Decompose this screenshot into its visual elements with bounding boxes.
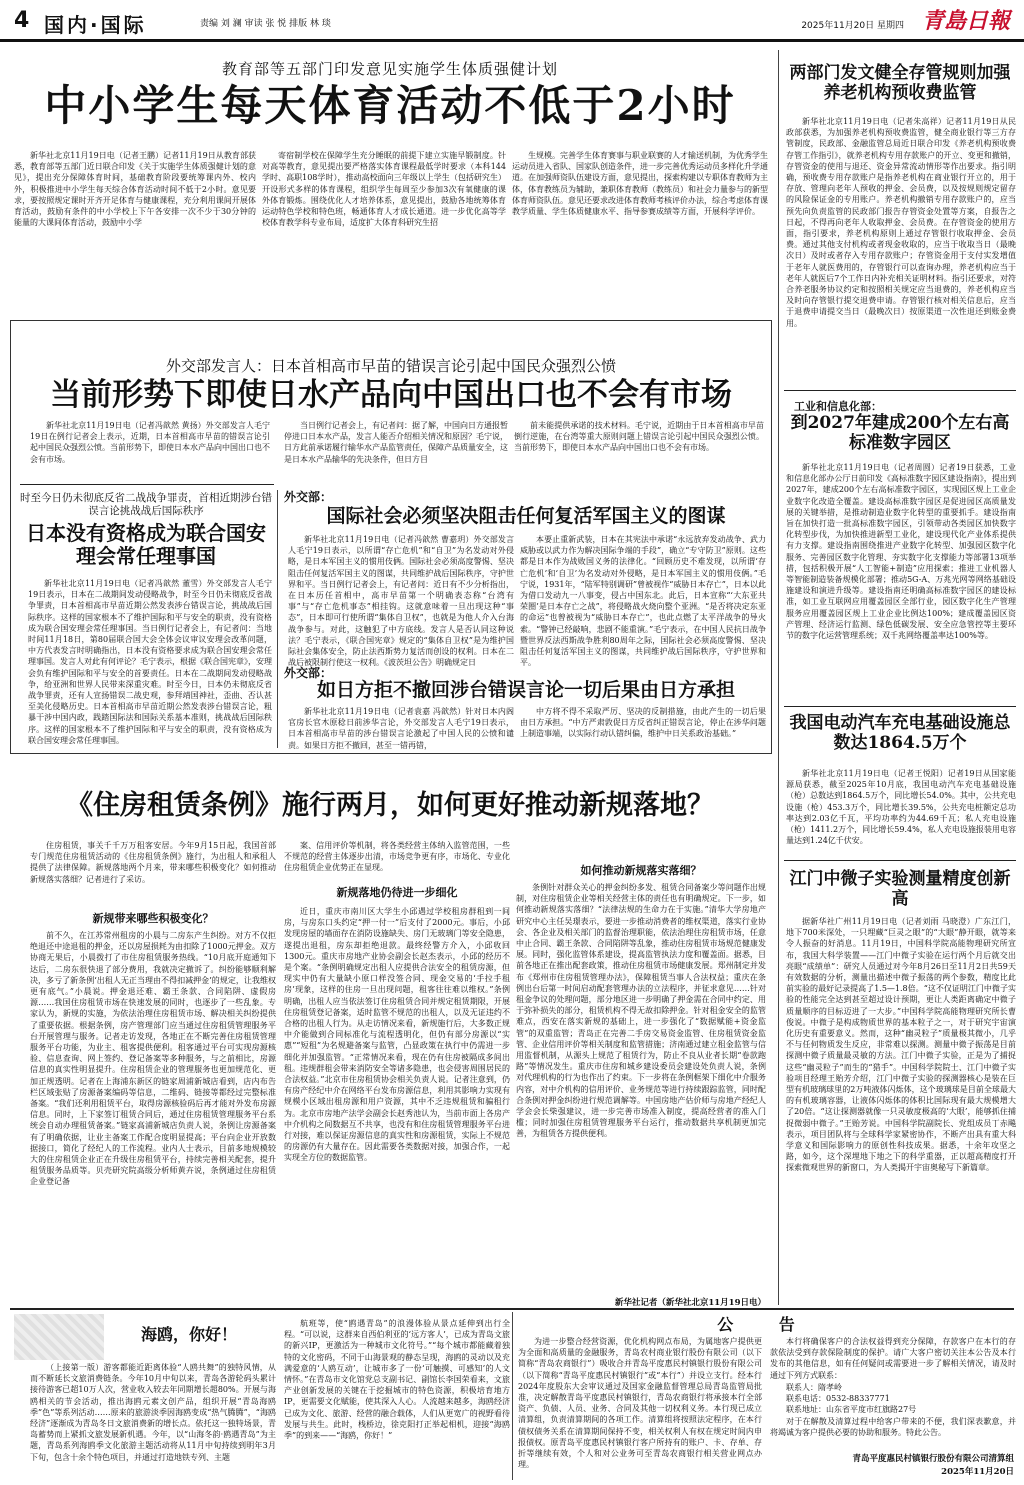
right2-headline: 到2027年建成200个左右高标准数字园区 — [790, 413, 1010, 453]
right3-text: 新华社北京11月19日电（记者王悦阳）记者19日从国家能源局获悉，截至2025年10月底，我国电动汽车充电基础设施（枪）总数达到1864.5万个，同比增长54.0%。其中，公共充电设施（枪）453.3万个，同比增长39.5%，公共充电桩额定总功率达到2.03亿千瓦，平均功率约为44.69千瓦；私人充电设施（枪）1411.2万个，同比增长59.4%，私人充电设施报装用电容量达到1.24亿千伏安。 — [786, 769, 1016, 846]
editors-line: 责编 刘 澜 审读 张 悦 排版 林 琰 — [200, 19, 331, 29]
gulls-col-2: 航班等，使“鸥遇青岛”的浪漫体验从景点延伸到出行全程。“可以说，这群来自西伯利亚的‘远方客人’，已成为青岛文旅的新兴IP，更激活为一种城市文化符号。”“每个城市都能藏着独特的文化密码，不同于山海景观的静态呈现，海鸥的灵动以及充满爱意的‘人鸥互动’，让城市多了一份‘可触摸、可感知’的人文情怀。”在青岛市文化馆党总支副书记、副馆长李国荣看来，文旅产业创新发展的关键在于挖掘城市的特色资源，积极培育地方IP，更需要文化赋能，使其深入人心。人流越来越多，海鸥经济已成为文化、旅游、经营的融合载体，人们从更宽广的视野看待发展与共生。此时，栈桥边，徐克阳打正举起相机，迎接“海鸥季”的到来——“海鸥，你好！” — [284, 1319, 510, 1441]
column-rule — [277, 490, 278, 748]
mil-headline: 国际社会必须坚决阻击任何复活军国主义的图谋 — [326, 505, 726, 527]
notice-contact-address: 联系地址：山东省平度市红旗路27号 — [786, 1405, 917, 1414]
seagull-graphic — [14, 1314, 104, 1360]
divider — [784, 860, 1016, 861]
wrong-headline: 如日方拒不撤回涉台错误言论一切后果由日方承担 — [316, 679, 735, 701]
section-title: 国内·国际 — [44, 13, 147, 37]
notice-col-2: 本行将确保客户的合法权益得到充分保障，存款客户在本行的存款依法受到存款保险制度的保护。请广大客户密切关注本公告及本行发布的其他信息，如有任何疑问或需要进一步了解相关情况，请及时通过下列方式联系： — [770, 1337, 1016, 1380]
masthead — [0, 0, 1024, 42]
wrong-col-2: 中方将不得不采取严厉、坚决的反制措施，由此产生的一切后果由日方承担。“中方严肃敦促日方反省纠正错误言论，停止在涉华问题上制造事端，以实际行动认错纠偏，维护中日关系政治基础。” — [520, 707, 766, 739]
wrong-col-1: 新华社北京11月19日电（记者袁嘉 冯歆然）针对日本内阁官房长官木原稔日前涉华言论，外交部发言人毛宁19日表示，日本首相高市早苗的涉台错误言论激起了中国人民的公愤和谴责。如果日方拒不撤回，甚至一错再错， — [288, 707, 514, 750]
bottom-band-rule — [10, 1308, 1014, 1310]
right2-text: 新华社北京11月19日电（记者周圆）记者19日获悉，工业和信息化部办公厅日前印发《高标准数字园区建设指南》，提出到2027年，建成200个左右高标准数字园区，实现园区规上工业企业数字化改造全覆盖。建设高标准数字园区是促进园区高质量发展的关键举措，是推动制造业数字化转型的重要抓手。建设指南旨在加快打造一批高标准数字园区，引领带动各类园区加快数字化转型步伐，为加快推进新型工业化，建设现代化产业体系提供有力支撑。建设指南围绕推进产业数字化转型、加强园区数字化服务、完善园区数字化管理、夯实数字化支撑能力等部署13项举措，包括积极开展“人工智能+制造”应用探索；推进工业机器人等智能制造装备规模化部署；推动5G-A、万兆光网等网络基础设施建设和演进升级等。建设指南还明确高标准数字园区的建设标准，如工业互联网应用覆盖园区全部行业，园区数字化生产管理服务应用覆盖园区规上工业企业比例达100%；建成覆盖园区资产管理、经济运行监测、绿色低碳发展、安全应急管控等主要环节的数字化运营管理系统；双千兆网络覆盖率达100%等。 — [786, 463, 1016, 641]
lead-col-2: 寄宿制学校在保障学生充分睡眠的前提下建立实施早锻制度。针对高等教育，意见提出要严格落实体育课程最低学时要求（本科144学时、高职108学时），推动高校面向三年级以上学生（包括研究生）开设形式多样的体育课程，组织学生每周至少参加3次有氧健康的课外体育锻炼。围绕优化人才培养体系，意见提出，鼓励各地统筹体育运动特色学校和特色班，畅通体育人才成长通道。进一步优化高等学校体育教学科专业布局，适度扩大体育科研究生招 — [262, 151, 506, 228]
rental-headline: 《住房租赁条例》施行两月，如何更好推动新规落地？ — [66, 790, 714, 821]
rental-col-2: 案、信用评价等机制，将各类经营主体纳入监管范围，一些不规范的经营主体逐步出清，市场竞争更有序，市场化、专业化住房租赁企业优势正在显现。 — [284, 841, 510, 873]
right4-text: 据新华社广州11月19日电（记者刘雨 马晓澄）广东江门，地下700米深处，一只埋藏“巨灵之眼”的“大眼”静开眼，就等来令人振奋的好消息。11月19日，中国科学院高能物理研究所宣布，我国大科学装置——江门中微子实验在运行两个月后就交出亮眼“成绩单”：研究人员通过对今年8月26日至11月2日共59天有效数据的分析，测量出描述中微子振荡的两个参数，精度比此前实验的最好记录提高了1.5—1.8倍。“这不仅证明江门中微子实验的性能完全达到甚至超过设计预期，更让人类距离确定中微子质量顺序的目标迈进了一大步。”中国科学院高能物理研究所长曹俊说。中微子是构成物质世界的基本粒子之一，对于研究宇宙演化历史有重要意义。然而，这种“幽灵粒子”质量极其微小，几乎不与任何物质发生反应，非常难以探测。测量中微子振荡是目前探测中微子质量最灵敏的方法。江门中微子实验，正是为了捕捉这些“幽灵粒子”而生的“猎手”。中国科学院院士、江门中微子实验项目经理王贻芳介绍，江门中微子实验的探测器核心是装在巨型有机玻璃球里的2万吨液体闪烁体，这个玻璃球是目前全球最大的有机玻璃容器，让液体闪烁体的体积比国际现有最大规模增大了20倍。“这让探测器就像一只灵敏度极高的‘大眼’，能够抓住捕捉微弱中微子。”王贻芳说。中国科学院副院长、党组成员丁赤飚表示，项目团队将与全球科学家紧密协作，不断产出具有重大科学意义和国际影响力的原创性科技成果。据悉，十余年攻坚之路，如今，这个深埋地下地之下的科学重器，正以超高精度打开探索微观世界的新窗口，为人类揭开宇宙奥秘写下新篇章。 — [786, 917, 1016, 1173]
right2-kicker: 工业和信息化部： — [794, 400, 882, 413]
column-rule — [778, 50, 779, 1305]
un-text: 新华社北京11月19日电（记者冯歆然 董雪）外交部发言人毛宁19日表示，日本在二战期间发动侵略战争，时至今日仍未彻底反省战争罪责，日本首相高市早苗近期公然发表涉台错误言论，挑战战后国际秩序。这样的国家根本不了维护国际和平与安全的职责，没有资格成为联合国安理会常任理事国。当日例行记者会上，有记者问：当地时间11月18日，第80届联合国大会全体会议审议安理会改革问题，中方代表发言时明确指出，日本没有资格要求成为联合国安理会常任理事国。发言人对此有何评论？毛宁表示，根据《联合国宪章》，安理会负有维护国际和平与安全的首要责任。日本在二战期间发动侵略战争，给亚洲和世界人民带来深重灾难。时至今日，日本仍未彻底反省战争罪责，还有人宣扬错误二战史观，参拜靖国神社，歪曲、否认甚至美化侵略历史。日本首相高市早苗近期公然发表涉台错误言论，粗暴干涉中国内政，践踏国际法和国际关系基本准则，挑战战后国际秩序。这样的国家根本不了维护国际和平与安全的职责，没有资格成为联合国安理会常任理事国。 — [28, 579, 272, 745]
rental-sub-1: 新规带来哪些积极变化？ — [92, 912, 214, 925]
un-kicker: 时至今日仍未彻底反省二战战争罪责，首相近期涉台错误言论挑战战后国际秩序 — [20, 492, 272, 518]
japan-col-3: 前未能提供承诺的技术材料。毛宁说，近期由于日本首相高市早苗倒行逆施，在台湾等重大原则问题上错误言论引起中国民众强烈公愤。当前形势下，即使日本水产品向中国出口也不会有市场。 — [514, 421, 764, 453]
rental-col-3: 条例针对群众关心的押金纠纷多发、租赁合同备案少等问题作出规制，对住房租赁企业等相关经营主体的责任也有明确规定。下一步，如何推动新规落实落细？“法律法规的生命力在于实施。”清华大学房地产研究中心主任吴璟表示，要进一步推动消费者的维权渠道，落实行业协会、各企业及相关部门的监督治理职能，依法治理住房租赁市场，任意中止合同、霸王条款、合同陷阱等乱象，推动住房租赁市场规范健康发展。同时，强化监管体系建设，提高监管执法力度和覆盖面。据悉，目前各地正在推出配套政策，推动住房租赁市场健康发展。郑州制定并发布《郑州市住房租赁管理办法》，保障租赁当事人合法权益；重庆在条例出台后第一时间启动配套管理办法的立法程序，并征求意见……针对租金争议的处理问题，部分地区进一步明确了押金需在合同中约定、用于弥补损失的部分，租赁机构不得无故扣除押金。针对租金安全的监管难点，西安在落实新规的基础上，进一步强化了“数据赋能+资金监管”的双重监管；青岛正在完善二手房交易资金监管、住房租赁资金监管、企业信用评价等相关制度和监管措施；济南通过建立租金监管与信用监督机制，从源头上规范了租赁行为，防止不良从业者长期“卷款跑路”等情况发生。重庆市住房和城乡建设委员会建设处负责人说，条例对代理机构的行为也作出了约束。下一步将在条例框架下细化中介服务内容，对中介机构的信用评价、业务规范等进行持续跟踪监管，同时配合条例对押金纠纷进行规范调解等。中国房地产估价师与房地产经纪人学会会长柴强建议，进一步完善市场准入制度，提高经营者的准入门槛；同时加强住房租赁管理服务平台运行，推动数据共享机制更加完善，为租赁各方提供便利。 — [516, 883, 766, 1139]
gulls-col-1: （上接第一版）游客都能近距离体验“人鸥共舞”的独特风情，从而不断延长文旅消费链条。今年10月中旬以来，青岛各游轮码头累计接待游客已超10万人次，营业收入较去年同期增长超80%。开展与海鸥相关的节会活动，推出海鸥元素文创产品，组织开展“青岛海鸥季”色”等系列活动……原来的旅游淡季因海鸥变成“热气腾腾”，“海鸥经济”逐渐成为青岛冬日文旅消费新的增长点。依托这一独特场景，青岛蓄势而上紧抓文旅发展新机遇。今年，以“山海冬韵·鸥遇青岛”为主题，青岛系列海鸥季文化旅游主题活动将从11月中旬持续到明年3月下旬，包含十余个特色项目，并通过打造地铁专列、主题 — [30, 1363, 276, 1462]
right1-text: 新华社北京11月19日电（记者朱高祥）记者11月19日从民政部获悉，为加强养老机构预收费监管，健全商业银行等三方存管制度，民政部、金融监管总局近日联合印发《养老机构预收费存管工作指引》，就养老机构专用存款账户的开立、变更和撤销，存管资金的使用与退还、资金异常流动情形等作出要求。指引明确，预收费专用存款账户是指养老机构在商业银行开立的，用于存放、管理向老年人预收的押金、会员费，以及按规则规定留存的风险保证金的专用账户。养老机构撤销专用存款账户的，应当预先向负责监管的民政部门报告存管资金处置等方案，自报告之日起，不得再向老年人收取押金、会员费。在存管资金的使用方面，指引要求，养老机构原则上通过存管银行收取押金、会员费。通过其他支付机构或者现金收取的，应当于收取当日（最晚次日）及时或者存入专用存款账户；存管资金用于支付实发增值于老年人就医费用的，存管银行可以查询办理，养老机构应当于老年人就医后7个工作日内补充相关证明材料。指引还要求，对符合养老服务协议约定和按照相关规定应当退费的，养老机构应当及时向存管银行提交退费申请。存管银行核对相关信息后，应当于退费申请提交当日（最晚次日）按原渠道一次性退还到账金费用。 — [786, 117, 1016, 328]
lead-headline: 中小学生每天体育活动不低于2小时 — [44, 81, 736, 130]
rental-intro: 住房租赁，事关千千万万租客安居。今年9月15日起，我国首部专门规范住房租赁活动的《住房租赁条例》施行，为出租人和承租人提供了法律保障。新规落地两个月来，带来哪些积极变化？如何推动新规落实落细？记者进行了采访。 — [30, 841, 276, 884]
notice-contact-phone: 联系电话：0532-88337771 — [786, 1394, 890, 1403]
lead-col-3: 生规模。完善学生体育赛事与职业联赛的人才输送机制，为优秀学生运动员进入省队、国家队创造条件，进一步完善优秀运动员多样化升学通道。在加强师资队伍建设方面，意见提出，探索构建以专职体育教师为主体，体育教练员为辅助，兼职体育教师（教练员）和社会力量参与的新型体育师资队伍。意见还要求改进体育教师考核评价办法，综合考虑体育课教学质量、学生体质健康水平、指导参赛成绩等方面，开展科学评价。 — [512, 151, 768, 217]
wrong-kicker: 外交部： — [284, 666, 333, 680]
mil-col-2: 本要止重新武装，日本在其宪法中承诺“永远放弃发动战争、武力威胁或以武力作为解决国际争端的手段”，确立“专守防卫”原则。这些都是日本作为战败国义务的法律化。“回顾历史不难发现，以所谓‘存亡危机’和‘自卫’为名发动对外侵略，是日本军国主义的惯用伎俩。”毛宁说，1931年，“陆军特别调研”曾被视作“威胁日本存亡”，日本以此为借口发动九一八事变，侵占中国东北。此后，日本宣称“‘大东亚共荣圈’是日本存亡之战”，将侵略战火烧向整个亚洲。“是否将决定东亚的命运”也曾被视为“威胁日本存亡”，也此点燃了太平洋战争的导火索。“警钟已经敲响，悲剧不能重演。”毛宁表示，在中国人民抗日战争暨世界反法西斯战争胜利80周年之际，国际社会必须高度警惕、坚决阻击任何复活军国主义的图谋，共同维护战后国际秩序，守护世界和平。 — [520, 535, 766, 668]
notice-signature: 青岛平度惠民村镇银行股份有限公司清算组 — [852, 1454, 1014, 1464]
japan-headline: 当前形势下即使日水产品向中国出口也不会有市场 — [50, 377, 732, 413]
lead-col-1: 新华社北京11月19日电（记者王鹏）记者11月19日从教育部获悉，教育部等五部门近日联合印发《关于实施学生体质强健计划的意见》，提出充分保障体育时间，基础教育阶段要统筹课内外、校内外，积极推进中小学生每天综合体育活动时间不低于2小时。意见要求，要按照规定课时开齐开足体育与健康课程，充分利用课间开展体育活动，鼓励有条件的中小学校上下午各安排一次不少于30分钟的能量的大课间体育活动，鼓励中小学 — [14, 151, 256, 228]
divider — [20, 484, 274, 485]
mil-col-1: 新华社北京11月19日电（记者冯歆然 曹嘉玥）外交部发言人毛宁19日表示，以所谓“存亡危机”和“自卫”为名发动对外侵略，是日本军国主义的惯用伎俩。国际社会必须高度警惕、坚决阻击任何复活军国主义的图谋，共同维护战后国际秩序，守护世界和平。当日例行记者会上，有记者问：近日有不少分析指出，在日本历任首相中，高市早苗第一个明确表态称“台湾有事”与“存亡危机事态”相挂钩。这就意味着一旦出现这种“事态”，日本即可行使所谓“集体自卫权”，也就是为他人介入台海战争参与。对此，这触犯了中方底线。发言人是否认同这种说法？毛宁表示，《联合国宪章》规定的“集体自卫权”是为维护国际社会集体安全，防止法西斯势力复活而创设的权利。日本在二战后被限制行使这一权利。《波茨坦公告》明确规定日 — [288, 535, 514, 668]
rental-col-1: 前不久，在江苏常州租房的小晨与二房东产生纠纷。对方不仅拒绝退还中途退租的押金，还以房屋损耗为由扣除了1000元押金。双方协商无果后，小晨拨打了市住房租赁服务热线。“10月底开庭通知下达后，二房东很快退了部分费用，我就决定撤诉了。纠纷能够顺利解决，多亏了新条例‘出租人无正当理由不得扣减押金’的规定，让我维权更有底气。”小晨说。押金退还难、霸王条款、合同陷阱、虚假房源……我国住房租赁市场在快速发展的同时，也逐步了一些乱象。专家认为，新规的实施，为依法治理住房租赁市场、解决相关纠纷提供了重要依据。根据条例，房产管理部门应当通过住房租赁管理服务平台开展管理与服务。记者走访发现，各地正在不断完善住房租赁管理服务平台功能，为业主、租客提供便利。租客通过平台可实现房源核验、信息查询、网上签约、登记备案等多种服务，与之前相比，房源信息的真实性明显提升。住房租赁企业的管理服务也更加规范化、更加正规透明。记者在上海浦东新区的链家周浦新城店看到，店内布告栏区域张贴了房源备案编码等信息，二维码、链接等都经过完整标准备案。“我们还利用租赁平台，取得房源核验码后再才能对外发布房源信息。同时，上下家签订租赁合同后，通过住房租赁管理服务平台系统会自动办理租赁备案。”链家高浦新城店负责人说，条例让房源备案有了明确依据，让业主备案工作配合度明显提高；平台向企业开放数据接口，简化了经纪人的工作流程。业内人士表示，目前多地规模较大的住房租赁企业正在升级住房租赁平台，持续完善相关配套，提升租赁服务品质等。贝壳研究院高级分析师黄卉说，条例通过住房租赁企业登记备 — [30, 931, 276, 1187]
right3-headline: 我国电动汽车充电基础设施总数达1864.5万个 — [789, 713, 1011, 753]
rental-byline: 新华社记者（新华社北京11月19日电） — [614, 1298, 766, 1308]
issue-date: 2025年11月20日 星期四 — [801, 21, 904, 31]
divider — [784, 390, 1016, 391]
page-number: 4 — [14, 8, 30, 33]
column-rule — [512, 1312, 513, 1480]
rental-col-2b: 近日，重庆市南川区大学生小邱遇过学校租房群租到一间房，与房东口头约定“押一付一”后支付了2000元。事后，小邱发现房屋的墙面存在消防设施缺失、房门无玻璃门等安全隐患，遂提出退租，房东却拒绝退款。最终经警方介入，小邱收回1300元。重庆市房地产业协会副会长赵杰表示，小邱的经历不是个案。“条例明确规定出租人应提供合法安全的租赁房源，但现实中仍有大量缺小原口样没签合同、现金交易的‘手拉手租房’现象，这样的住房一旦出现问题，租客往往难以维权。”条例明确，出租人应当依法签订住房租赁合同并规定租赁期限，开展住房租赁登记备案，适时监管不规范的出租人，以及无证违约不合格的出租人行为。从走访情况来看，新规施行后，大多数正规中介能做到合同标准化与流程透明化，但仍有部分房源以“实惠”“短租”为名规避备案与监管，凸显政策在执行中仍需进一步细化并加强监管。“正常情况来看，现在仍有住房被隔成多间出租。违规群租会带来消防安全等诸多隐患，也会侵害周围居民的合法权益。”北京市住房租赁协会相关负责人说。记者注意到，仍有房产经纪中介在网络平台发布房源信息，利用其影响力实现有规模小区域出租房源和用户资源，其中不乏违规租赁和骗租行为。北京市房地产法学会副会长赵秀池认为，当前市面上各房产中介机构之间数据互不共享，也没有和住房租赁管理服务平台进行对接，难以保证房源信息的真实性和房源租赁，实际上不规范的房源仍有大量存在。因此需要各类数据对接，加强合作，一起实现全方位的数据监管。 — [284, 907, 510, 1163]
notice-col-1: 为进一步整合经营资源，优化机构网点布局，为属地客户提供更为全面和高质量的金融服务，青岛农村商业银行股份有限公司（以下简称“青岛农商银行”）吸收合并青岛平度惠民村镇银行股份有限公司（以下简称“青岛平度惠民村镇银行”或“本行”）并设立支行。经本行2024年度股东大会审议通过及国家金融监督管理总局青岛监管局批准，决定解散青岛平度惠民村镇银行，青岛农商银行将承接本行全部资产、负债、人员、业务、合同及其他一切权利义务。本行现已成立清算组，负责清算期间的各项工作。清算组将按照法定程序，在本行债权债务关系在清算期间保持不变，相关权利人有权在规定时间内申报债权。原青岛平度惠民村镇银行客户所持有的账户、卡、存单、存折等继续有效，个人和对公业务可至青岛农商银行相关营业网点办理。 — [518, 1337, 762, 1470]
mil-kicker: 外交部： — [284, 490, 333, 504]
japan-kicker: 外交部发言人：日本首相高市早苗的错误言论引起中国民众强烈公愤 — [165, 357, 616, 375]
notice-date: 2025年11月20日 — [941, 1467, 1014, 1477]
japan-col-2: 当日例行记者会上，有记者问：据了解，中国向日方通报暂停进口日本水产品，发言人能否介绍相关情况和原因？毛宁说，日方此前承诺履行输华水产品监管责任，保障产品质量安全，这是日本水产品输华的先决条件，但日方目 — [284, 421, 508, 464]
right4-headline: 江门中微子实验测量精度创新高 — [789, 869, 1011, 909]
rental-sub-3: 如何推动新规落实落细？ — [580, 864, 702, 877]
lead-kicker: 教育部等五部门印发意见实施学生体质强健计划 — [221, 60, 558, 78]
notice-col-2b: 对于在解散及清算过程中给客户带来的不便，我们深表歉意，并将竭诚为客户提供必要的协助和服务。特此公告。 — [770, 1417, 1016, 1438]
rental-sub-2: 新规落地仍待进一步细化 — [336, 886, 458, 899]
notice-title: 公 告 — [717, 1315, 815, 1334]
notice-contact-name: 联系人：隋孝岭 — [786, 1383, 842, 1392]
un-headline: 日本没有资格成为联合国安理会常任理事国 — [26, 521, 266, 568]
right1-headline: 两部门发文健全存管规则加强养老机构预收费监管 — [789, 63, 1011, 103]
divider — [784, 706, 1016, 707]
gulls-title: 海鸥，你好！ — [140, 1325, 237, 1344]
japan-col-1: 新华社北京11月19日电（记者冯歆然 黄扬）外交部发言人毛宁19日在例行记者会上表示，近期，日本首相高市早苗的错误言论引起中国民众强烈公愤。当前形势下，即使日本水产品向中国出口也不会有市场。 — [30, 421, 270, 464]
newspaper-logo: 青島日報 — [921, 8, 1010, 34]
